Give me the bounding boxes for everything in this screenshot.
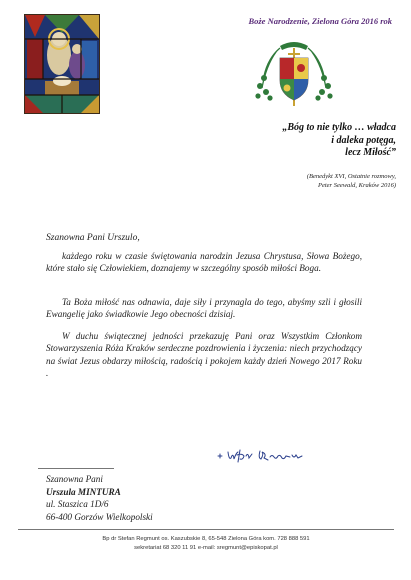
recipient-street: ul. Staszica 1D/6 bbox=[46, 499, 109, 509]
recipient-city: 66-400 Gorzów Wielkopolski bbox=[46, 511, 153, 522]
quote-line: i daleka potęga, bbox=[331, 134, 396, 146]
letterhead-footer bbox=[18, 535, 394, 552]
quote-block bbox=[200, 122, 396, 160]
footer-contact-line: Bp dr Stefan Regmunt os. Kaszubskie 8, 65-548 Zielona Góra kom. 728 888 591 bbox=[102, 536, 310, 542]
address-separator bbox=[38, 468, 114, 469]
footer-contact-line: sekretariat 68 320 11 91 e-mail: sregmunt@episkopat.pl bbox=[134, 544, 278, 551]
letter-paragraph: Ta Boża miłość nas odnawia, daje siły i przynagla do tego, abyśmy szli i głosili Ewangelię jako świadkowie Jego obecności dzisiaj. bbox=[46, 297, 362, 320]
recipient-address bbox=[46, 473, 153, 523]
letter-paragraph: W duchu świątecznej jedności przekazuję Pani oraz Wszystkim Członkom Stowarzyszenia Róża Kraków serdeczne pozdrowienia i życzenia: niech przychodzący na świat Jezus obdarzy miłością, radością i pokojem każdy dzień Nowego 2017 Roku . bbox=[46, 331, 362, 378]
recipient-salutation: Szanowna Pani bbox=[46, 474, 103, 484]
handwritten-signature bbox=[216, 446, 308, 466]
quote-source-line: (Benedykt XVI, Ostatnie rozmowy, bbox=[306, 173, 396, 180]
coat-of-arms-emblem bbox=[246, 36, 342, 112]
quote-source bbox=[200, 172, 396, 190]
quote-source-line: Peter Seewald, Kraków 2016) bbox=[318, 182, 396, 189]
footer-divider bbox=[18, 529, 394, 530]
letter-greeting: Szanowna Pani Urszulo, bbox=[46, 233, 140, 243]
nativity-stained-glass-image bbox=[24, 14, 100, 114]
quote-line: „Bóg to nie tylko … władca bbox=[282, 122, 396, 133]
letter-paragraph: każdego roku w czasie świętowania narodzin Jezusa Chrystusa, Słowa Bożego, które stało się Człowiekiem, doznajemy w szczególny sposób miłości Boga. bbox=[46, 251, 362, 274]
letterhead-date-line: Boże Narodzenie, Zielona Góra 2016 rok bbox=[248, 16, 392, 26]
quote-line: lecz Miłość” bbox=[345, 147, 396, 158]
recipient-name: Urszula MINTURA bbox=[46, 486, 121, 497]
